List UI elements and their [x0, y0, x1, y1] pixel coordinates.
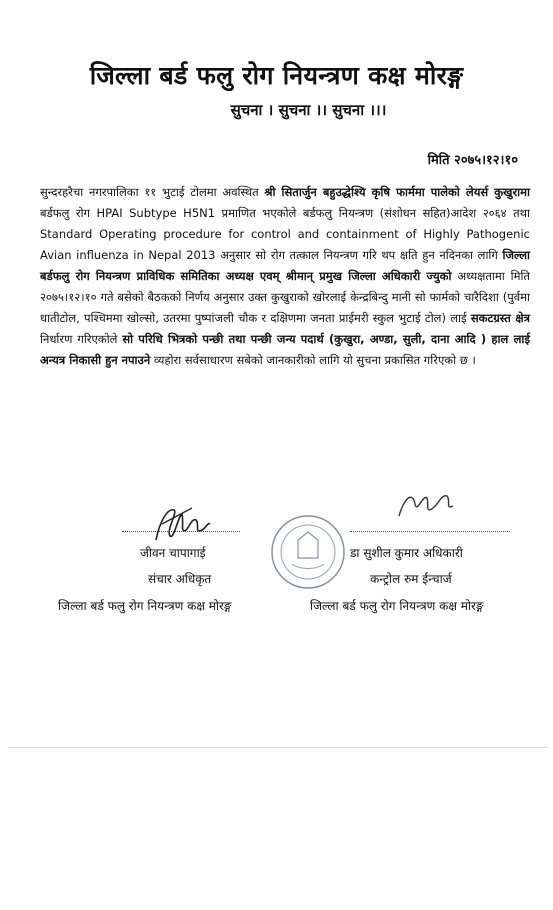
notice-body: [40, 182, 530, 371]
body-segment: निर्धारण गरिएकोले: [40, 332, 123, 346]
body-segment: बर्डफलु रोग HPAI Subtype H5N1 प्रमाणित भएकोले बर्डफलु नियन्त्रण (संशोधन सहित)आदेश २०६४ तथा Standard Operating procedure for control and containment of Highly Pathogenic Avian influenza in Nepal 2013 अनुसार सो रोग तत्काल नियन्त्रण गरि थप क्षति हुन नदिनका लागि: [40, 206, 530, 262]
date-line: मिति २०७५।१२।१०: [427, 153, 518, 168]
left-signatory-name: जीवन चापागाई: [140, 546, 206, 560]
restriction-bold: सो परिधि भित्रको पन्छी तथा पन्छी जन्य पदार्थ (कुखुरा, अण्डा, सुली, दाना आदि ) हाल लाई अन्यत्र निकासी हुन नपाउने: [40, 332, 530, 367]
signature-line: [122, 531, 240, 532]
document-title: जिल्ला बर्ड फलु रोग नियन्त्रण कक्ष मोरङ्ग: [89, 61, 464, 90]
signature-line: [350, 531, 510, 532]
notice-heading: सुचना । सुचना ।। सुचना ।।।: [230, 101, 387, 119]
farm-name-bold: श्री सितार्जुन बहुउद्धेश्यि कृषि फार्ममा पालेको लेयर्स कुखुरामा: [264, 185, 531, 199]
left-signatory-role: संचार अधिकृत: [148, 572, 212, 586]
scan-divider-line: [8, 747, 548, 748]
left-office: जिल्ला बर्ड फलु रोग नियन्त्रण कक्ष मोरङ्ग: [58, 599, 232, 613]
left-signatory: [60, 510, 250, 610]
right-signatory: [330, 510, 540, 610]
right-office: जिल्ला बर्ड फलु रोग नियन्त्रण कक्ष मोरङ्ग: [310, 599, 484, 613]
right-signatory-name: डा सुशील कुमार अधिकारी: [350, 546, 463, 560]
crisis-zone-bold: सकटग्रस्त क्षेत्र: [470, 311, 530, 325]
right-signatory-role: कन्ट्रोल रुम ईन्चार्ज: [370, 572, 452, 586]
body-segment: अध्यक्षतामा मिति २०७५।१२।१० गते बसेको बैठकको निर्णय अनुसार उक्त कुखुराको खोरलाई केन्द्रबिन्दु मानी सो फार्मको चारैदिशा (पुर्वमा धातीटोल, पश्चिममा खोल्सो, उतरमा पुष्पांजली चौक र दक्षिणमा जनता प्राईमरी स्कुल भुटाई टोल) लाई: [40, 269, 530, 325]
body-segment: व्यहोरा सर्वसाधारण सबेको जानकारीको लागि यो सुचना प्रकासित गरिएको छ ।: [150, 353, 476, 367]
body-segment: सुन्दरहरैचा नगरपालिका ११ भुटाई टोलमा अवस्थित: [40, 185, 265, 199]
committee-bold: जिल्ला बर्डफलु रोग नियन्त्रण प्राविधिक समितिका अध्यक्ष एवम् श्रीमान् प्रमुख जिल्ला अधिकारी ज्युको: [40, 248, 530, 283]
